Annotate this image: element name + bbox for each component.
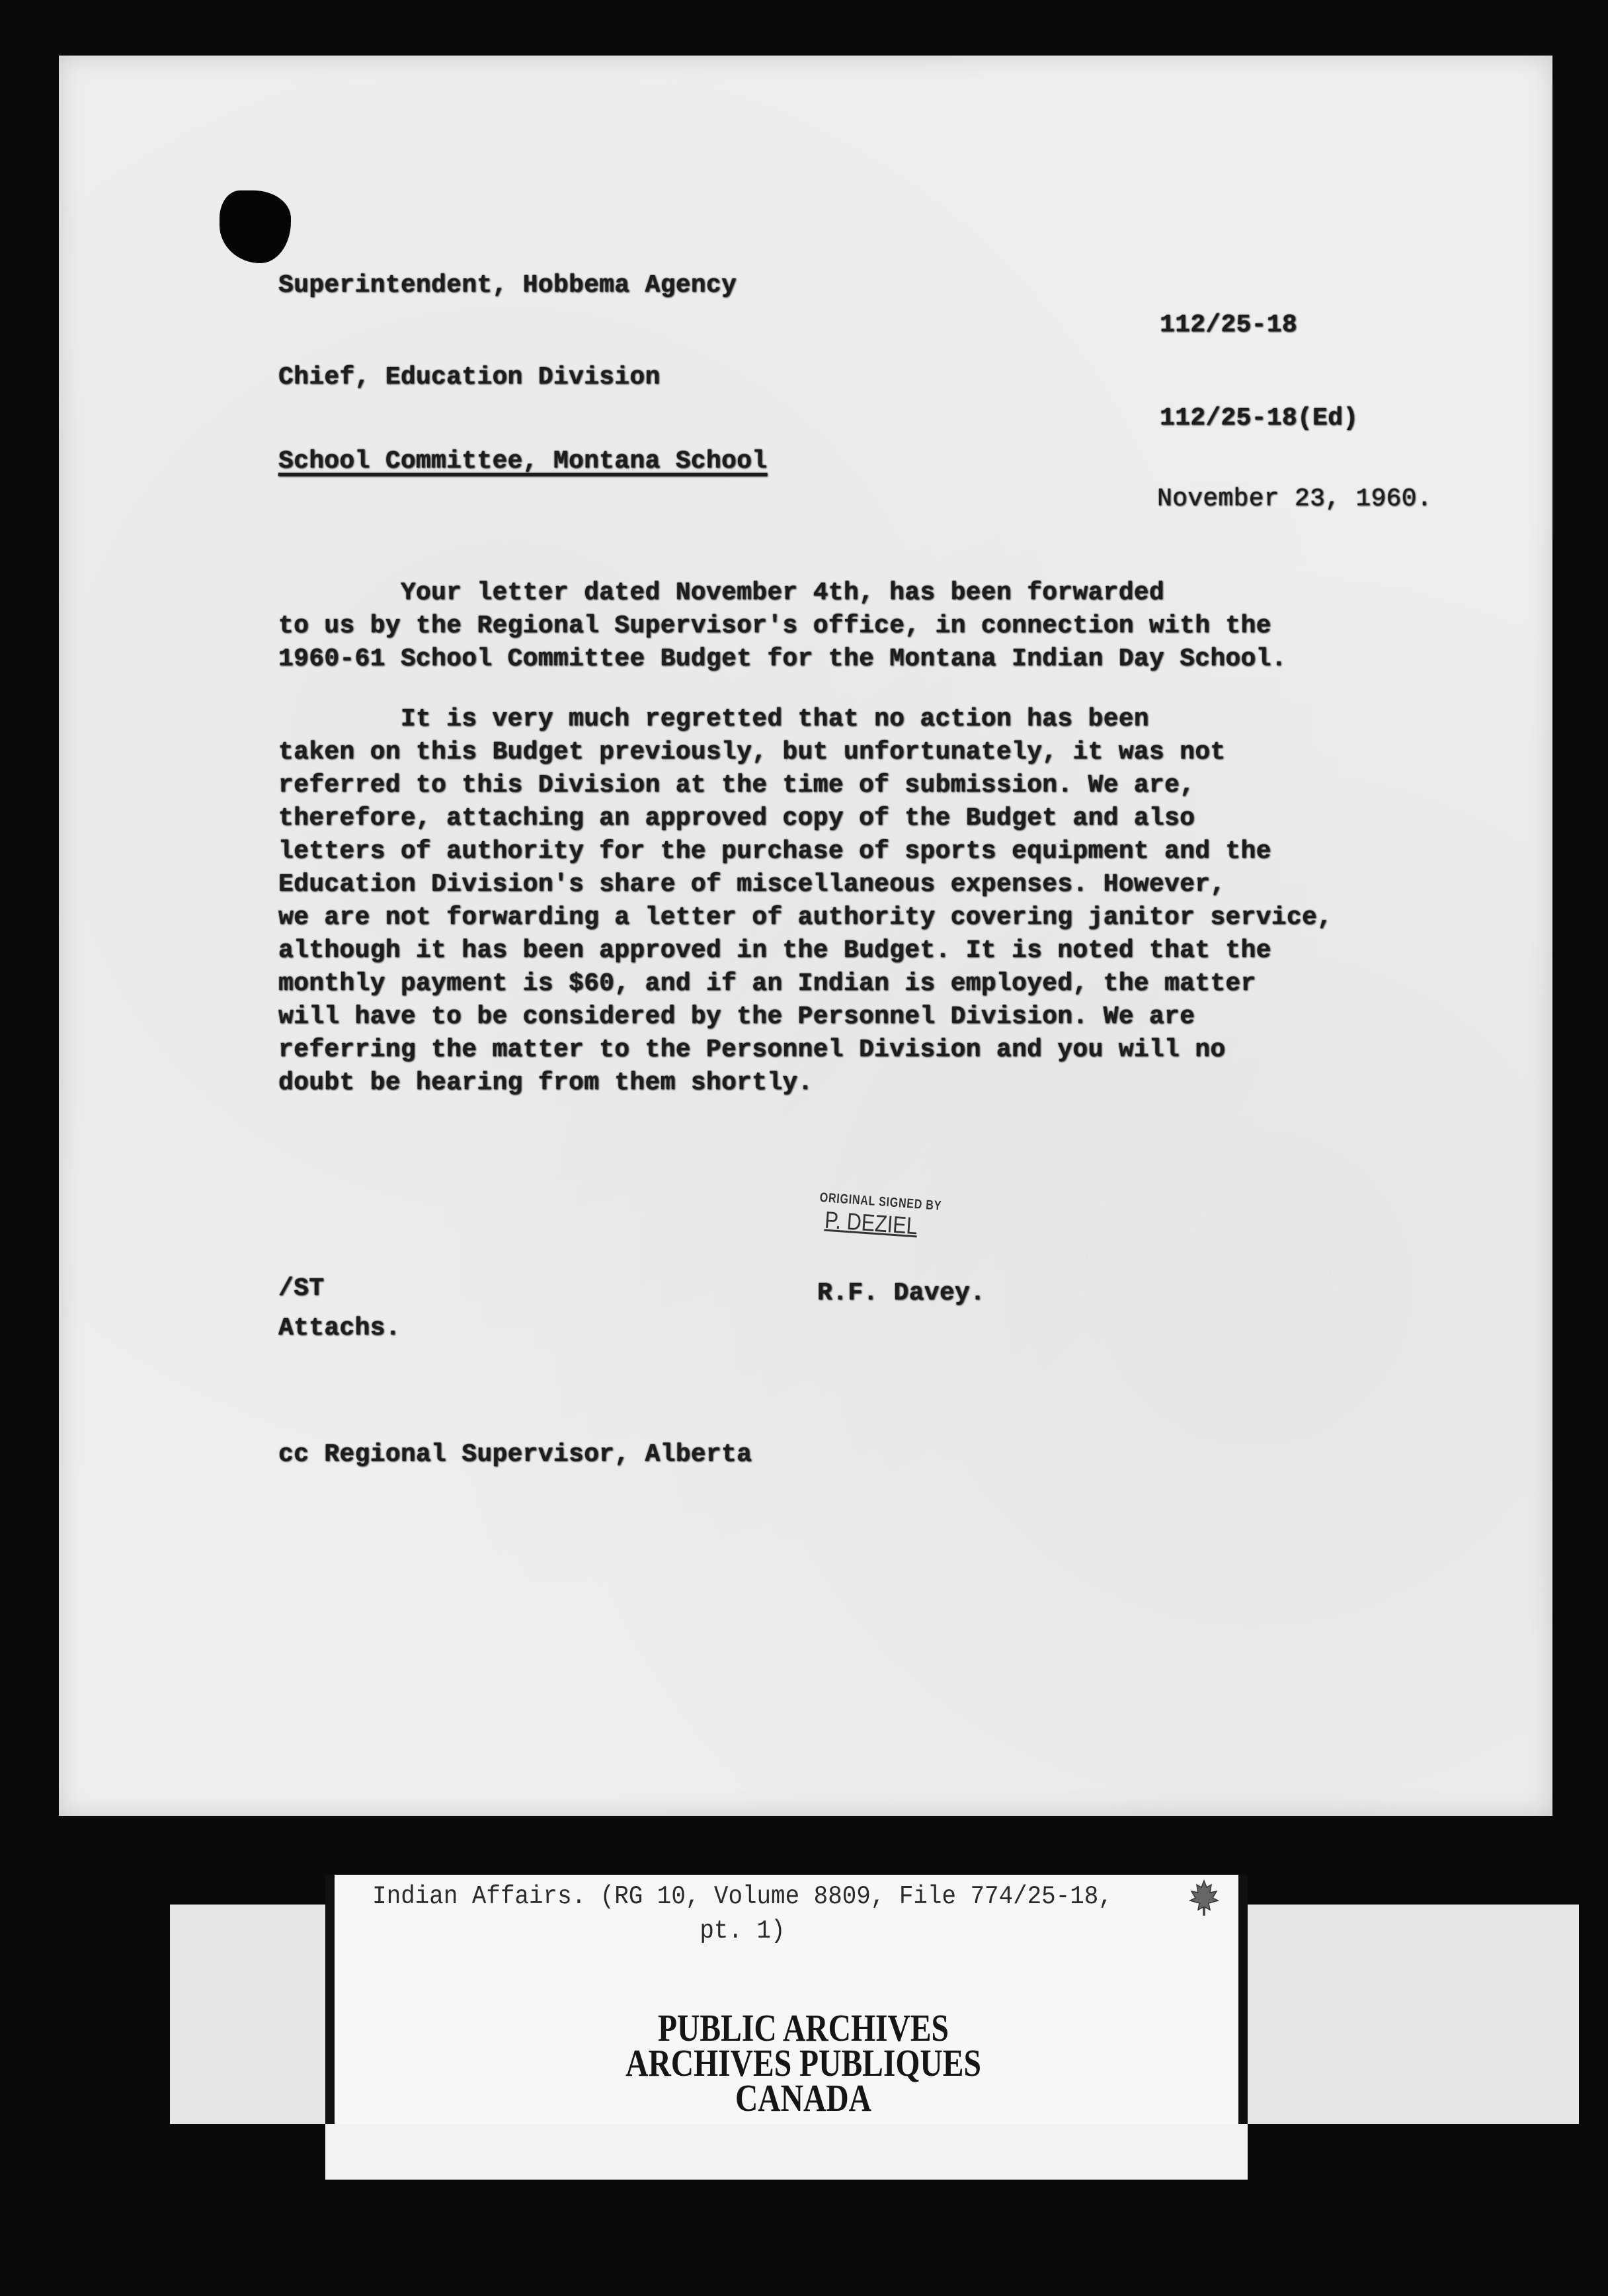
body-line: It is very much regretted that no action has been [278, 705, 1149, 733]
stamp-name: P. DEZIEL [824, 1206, 919, 1240]
cc-line: cc Regional Supervisor, Alberta [278, 1440, 752, 1469]
citation-line-2: pt. 1) [700, 1916, 785, 1946]
body-line: 1960-61 School Committee Budget for the Montana Indian Day School. [278, 645, 1287, 673]
subject-line: School Committee, Montana School [278, 447, 768, 475]
body-line: monthly payment is $60, and if an Indian is employed, the matter [278, 969, 1256, 998]
signatory-name: R.F. Davey. [817, 1279, 986, 1307]
body-line: therefore, attaching an approved copy of the Budget and also [278, 804, 1195, 833]
letter-page [59, 56, 1552, 1816]
body-line: although it has been approved in the Budget. It is noted that the [278, 936, 1271, 965]
body-line: letters of authority for the purchase of sports equipment and the [278, 837, 1271, 866]
archive-name-en: PUBLIC ARCHIVES [657, 2006, 949, 2049]
body-line: Your letter dated November 4th, has been forwarded [278, 579, 1165, 607]
archive-name-fr: ARCHIVES PUBLIQUES [625, 2041, 981, 2084]
archive-country: CANADA [735, 2076, 872, 2119]
body-line: doubt be hearing from them shortly. [278, 1069, 813, 1097]
body-line: we are not forwarding a letter of authority covering janitor service, [278, 903, 1333, 932]
body-line: will have to be considered by the Personnel Division. We are [278, 1003, 1195, 1031]
file-reference-1: 112/25-18 [1160, 311, 1297, 339]
attachments-note: Attachs. [278, 1314, 401, 1342]
stamp-caption: ORIGINAL SIGNED BY [819, 1190, 942, 1213]
file-reference-2: 112/25-18(Ed) [1160, 404, 1359, 432]
sender-line: Chief, Education Division [278, 363, 661, 391]
typist-initials: /ST [278, 1274, 325, 1303]
body-line: referred to this Division at the time of submission. We are, [278, 771, 1195, 800]
citation-line-1: Indian Affairs. (RG 10, Volume 8809, File 774/25-18, [372, 1882, 1113, 1911]
body-line: Education Division's share of miscellaneous expenses. However, [278, 870, 1226, 899]
archive-card-bottom [325, 2124, 1248, 2180]
body-line: referring the matter to the Personnel Division and you will no [278, 1036, 1226, 1064]
maple-leaf-icon [1189, 1879, 1219, 1916]
recipient-line: Superintendent, Hobbema Agency [278, 271, 737, 300]
body-line: taken on this Budget previously, but unfortunately, it was not [278, 738, 1226, 766]
letter-date: November 23, 1960. [1157, 485, 1432, 513]
body-line: to us by the Regional Supervisor's office, in connection with the [278, 612, 1271, 640]
